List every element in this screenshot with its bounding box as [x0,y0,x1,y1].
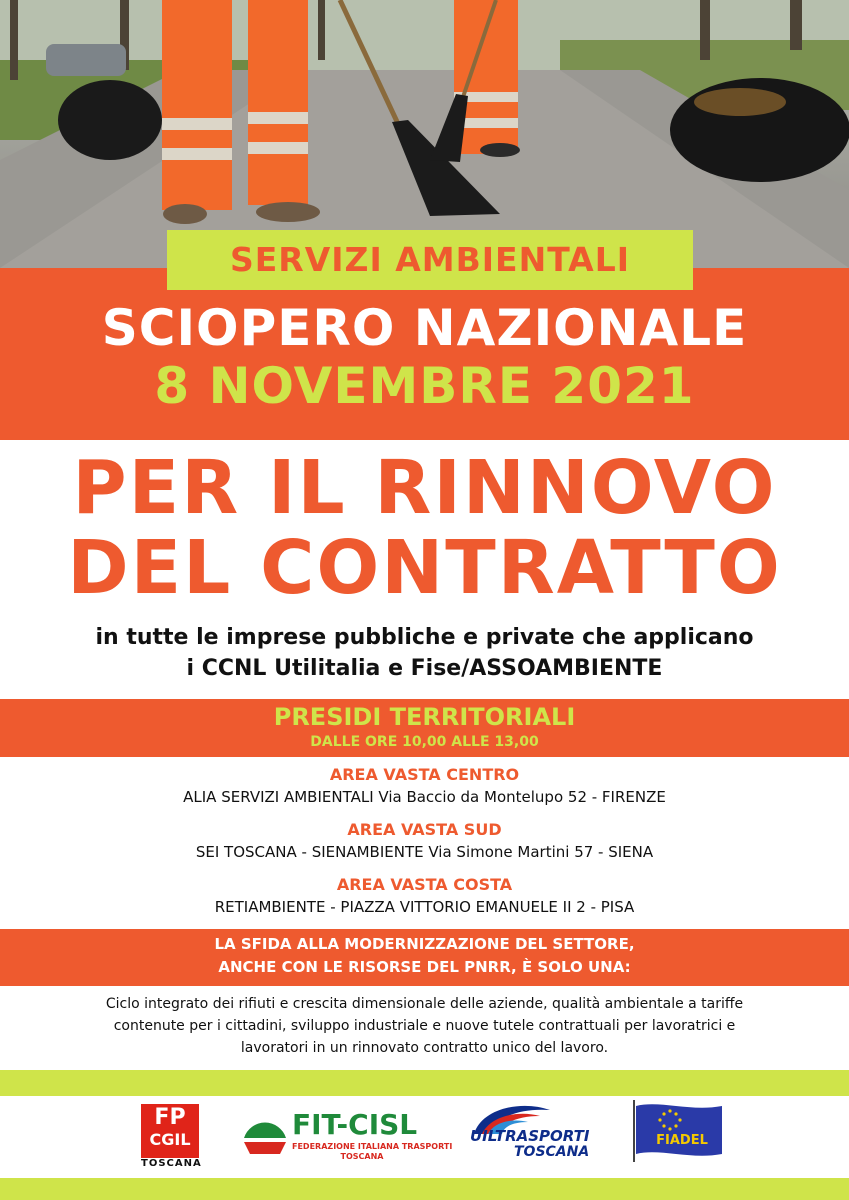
presidi-banner [0,699,849,757]
sfida-line-1: LA SFIDA ALLA MODERNIZZAZIONE DEL SETTORE, [214,935,635,953]
subheadline-line-1: in tutte le imprese pubbliche e private che applicano [95,625,754,650]
body-line-2: contenute per i cittadini, sviluppo industriale e nuove tutele contrattuali per lavoratrici e [113,1018,736,1034]
fiadel-flag-icon [630,1098,726,1164]
area-name: AREA VASTA COSTA [336,875,513,894]
green-divider-bottom [0,1178,849,1200]
headline-line-2: DEL CONTRATTO [67,525,782,611]
area-name: AREA VASTA SUD [347,820,502,839]
uiltrasporti-logo [462,1100,614,1164]
strike-title: SCIOPERO NAZIONALE [101,299,748,357]
green-divider-top [0,1070,849,1096]
area-centro [0,764,849,808]
presidi-title: PRESIDI TERRITORIALI [273,703,576,731]
strike-date: 8 NOVEMBRE 2021 [154,357,695,415]
headline [0,445,849,611]
sfida-line-2: ANCHE CON LE RISORSE DEL PNRR, È SOLO UNA: [218,958,631,976]
fp-cgil-bottom: CGIL [149,1130,191,1149]
fiadel-name: FIADEL [656,1133,708,1148]
area-name: AREA VASTA CENTRO [329,765,520,784]
header-photo [0,0,849,268]
cisl-emblem-icon [240,1108,290,1168]
subheadline-line-2: i CCNL Utilitalia e Fise/ASSOAMBIENTE [186,656,663,681]
uil-name: UILTRASPORTI [470,1127,590,1145]
fit-cisl-name: FIT-CISL [292,1108,418,1141]
subheadline [0,622,849,684]
area-costa [0,874,849,918]
street-cleaners-illustration [0,0,849,268]
fiadel-logo [630,1098,726,1164]
body-paragraph [40,993,809,1059]
fit-cisl-region: TOSCANA [340,1152,384,1161]
fp-cgil-logo [141,1104,202,1170]
area-address: RETIAMBIENTE - PIAZZA VITTORIO EMANUELE II 2 - PISA [214,898,635,916]
category-label: SERVIZI AMBIENTALI [167,230,693,290]
fp-cgil-top: FP [154,1105,186,1130]
fit-cisl-subtitle: FEDERAZIONE ITALIANA TRASPORTI [292,1142,453,1151]
fit-cisl-logo [240,1108,453,1168]
area-sud [0,819,849,863]
body-line-3: lavoratori in un rinnovato contratto unico del lavoro. [240,1040,609,1056]
sfida-banner [0,929,849,986]
strike-banner [0,268,849,440]
body-line-1: Ciclo integrato dei rifiuti e crescita dimensionale delle aziende, qualità ambientale a tariffe [105,996,744,1012]
area-address: SEI TOSCANA - SIENAMBIENTE Via Simone Martini 57 - SIENA [195,843,654,861]
uil-region: TOSCANA [514,1144,590,1160]
headline-line-1: PER IL RINNOVO [72,445,777,531]
presidi-hours: DALLE ORE 10,00 ALLE 13,00 [310,734,539,750]
area-address: ALIA SERVIZI AMBIENTALI Via Baccio da Montelupo 52 - FIRENZE [183,788,666,806]
fp-cgil-region: TOSCANA [141,1158,202,1169]
